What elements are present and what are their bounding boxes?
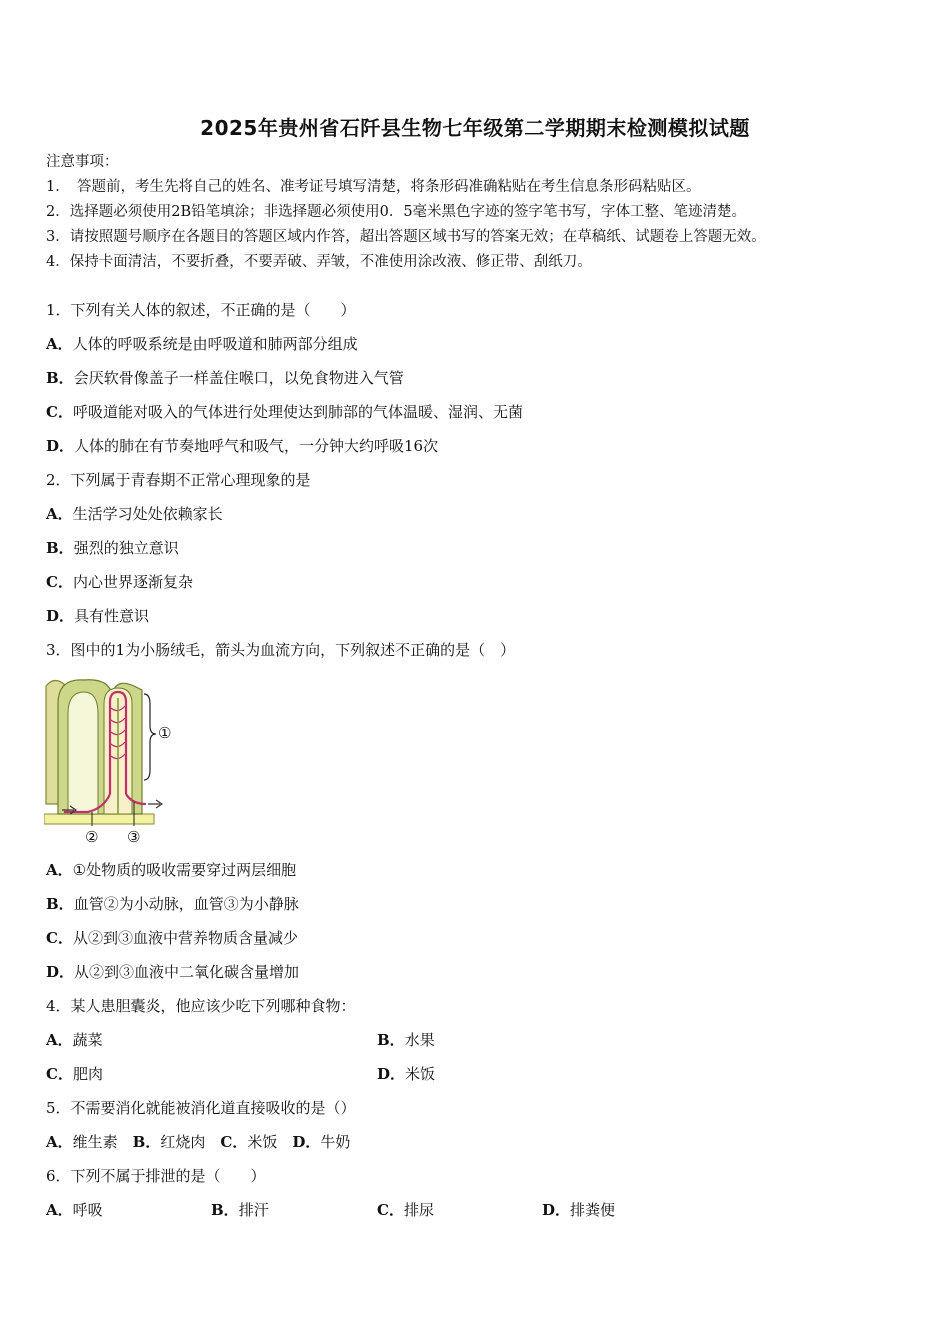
- option-letter: A．: [46, 335, 73, 353]
- option-text: 呼吸道能对吸入的气体进行处理使达到肺部的气体温暖、湿润、无菌: [72, 403, 523, 421]
- option-letter: B．: [46, 369, 74, 387]
- option-text: 内心世界逐渐复杂: [72, 573, 193, 591]
- option-text: 红烧肉: [160, 1133, 206, 1151]
- option-text: 从②到③血液中营养物质含量减少: [72, 929, 298, 947]
- note-item: 3．请按照题号顺序在各题目的答题区域内作答，超出答题区域书写的答案无效；在草稿纸、试题卷上答题无效。: [46, 229, 766, 245]
- villus-crypt-left: [68, 692, 98, 814]
- notes-section: [46, 150, 916, 275]
- question-6-stem: 6．下列不属于排泄的是（ ）: [46, 1167, 266, 1185]
- option-text: 从②到③血液中二氧化碳含量增加: [74, 963, 300, 981]
- option-letter: A．: [46, 1201, 73, 1219]
- question-4-option-d: [377, 1064, 435, 1084]
- question-2-stem: 2．下列属于青春期不正常心理现象的是: [46, 471, 311, 489]
- option-text: 维生素: [72, 1133, 118, 1151]
- question-1-option-b: [46, 368, 404, 388]
- question-1-option-d: [46, 436, 438, 456]
- option-text: 人体的呼吸系统是由呼吸道和肺两部分组成: [72, 335, 358, 353]
- question-3-stem: 3．图中的1为小肠绒毛，箭头为血流方向，下列叙述不正确的是（ ）: [46, 641, 516, 659]
- option-letter: D．: [46, 963, 75, 981]
- option-text: 强烈的独立意识: [73, 539, 179, 557]
- option-letter: D．: [292, 1133, 321, 1151]
- option-text: 人体的肺在有节奏地呼气和吸气，一分钟大约呼吸16次: [74, 437, 439, 455]
- option-letter: D．: [377, 1065, 406, 1083]
- option-letter: A．: [46, 505, 73, 523]
- question-5-options: [46, 1132, 350, 1152]
- option-letter: B．: [211, 1201, 239, 1219]
- option-text: 会厌软骨像盖子一样盖住喉口，以免食物进入气管: [73, 369, 404, 387]
- option-text: 水果: [404, 1031, 435, 1049]
- question-2-option-a: [46, 504, 223, 524]
- option-text: 牛奶: [320, 1133, 351, 1151]
- submucosa-layer: [44, 814, 154, 824]
- villus-brace: [144, 694, 156, 780]
- option-text: 肥肉: [72, 1065, 103, 1083]
- question-4-option-c: [46, 1064, 103, 1084]
- question-1-option-c: [46, 402, 523, 422]
- note-item: 2．选择题必须使用2B铅笔填涂；非选择题必须使用0．5毫米黑色字迹的签字笔书写，字体工整、笔迹清楚。: [46, 204, 747, 220]
- note-item: 4．保持卡面清洁，不要折叠，不要弄破、弄皱，不准使用涂改液、修正带、刮纸刀。: [46, 254, 592, 270]
- option-text: 排尿: [403, 1201, 434, 1219]
- option-text: 排汗: [238, 1201, 269, 1219]
- question-6-option-b: [211, 1200, 269, 1220]
- option-letter: D．: [542, 1201, 571, 1219]
- option-text: 蔬菜: [72, 1031, 103, 1049]
- option-letter: C．: [46, 403, 73, 421]
- option-letter: B．: [132, 1133, 161, 1151]
- option-text: 排粪便: [570, 1201, 616, 1219]
- option-letter: B．: [46, 895, 74, 913]
- villus-diagram: [44, 674, 184, 850]
- question-3-option-b: [46, 894, 299, 914]
- option-letter: B．: [377, 1031, 405, 1049]
- question-3-option-c: [46, 928, 298, 948]
- question-4-stem: 4．某人患胆囊炎，他应该少吃下列哪种食物：: [46, 997, 356, 1015]
- page-title: 2025年贵州省石阡县生物七年级第二学期期末检测模拟试题: [200, 116, 750, 140]
- question-2-option-c: [46, 572, 193, 592]
- question-6-option-a: [46, 1200, 103, 1220]
- option-text: 呼吸: [72, 1201, 103, 1219]
- option-text: ①处物质的吸收需要穿过两层细胞: [72, 861, 297, 879]
- option-letter: B．: [46, 539, 74, 557]
- option-text: 血管②为小动脉，血管③为小静脉: [73, 895, 299, 913]
- question-2-option-d: [46, 606, 149, 626]
- question-1-stem: 1．下列有关人体的叙述，不正确的是（ ）: [46, 301, 356, 319]
- option-letter: A．: [46, 1133, 73, 1151]
- option-letter: C．: [46, 929, 73, 947]
- option-text: 米饭: [247, 1133, 278, 1151]
- option-text: 具有性意识: [74, 607, 150, 625]
- question-4-option-b: [377, 1030, 435, 1050]
- option-letter: C．: [46, 573, 73, 591]
- question-2-option-b: [46, 538, 179, 558]
- figure-label-1: ①: [158, 724, 172, 742]
- figure-label-3: ③: [127, 828, 141, 846]
- blood-out-arrow-icon: [148, 800, 162, 808]
- intestinal-villus-figure: [44, 674, 184, 850]
- option-text: 米饭: [405, 1065, 436, 1083]
- notes-heading: 注意事项：: [46, 154, 119, 170]
- option-letter: D．: [46, 607, 75, 625]
- option-letter: C．: [220, 1133, 248, 1151]
- option-letter: D．: [46, 437, 75, 455]
- question-4-option-a: [46, 1030, 103, 1050]
- question-5-stem: 5．不需要消化就能被消化道直接吸收的是（）: [46, 1099, 356, 1117]
- option-letter: C．: [377, 1201, 404, 1219]
- question-6-option-c: [377, 1200, 434, 1220]
- option-letter: A．: [46, 1031, 73, 1049]
- option-letter: A．: [46, 861, 73, 879]
- question-6-option-d: [542, 1200, 615, 1220]
- option-text: 生活学习处处依赖家长: [72, 505, 223, 523]
- option-letter: C．: [46, 1065, 73, 1083]
- figure-label-2: ②: [85, 828, 99, 846]
- question-1-option-a: [46, 334, 358, 354]
- question-3-option-d: [46, 962, 299, 982]
- note-item: 1． 答题前，考生先将自己的姓名、准考证号填写清楚，将条形码准确粘贴在考生信息条形码粘贴区。: [46, 179, 701, 195]
- question-3-option-a: [46, 860, 296, 880]
